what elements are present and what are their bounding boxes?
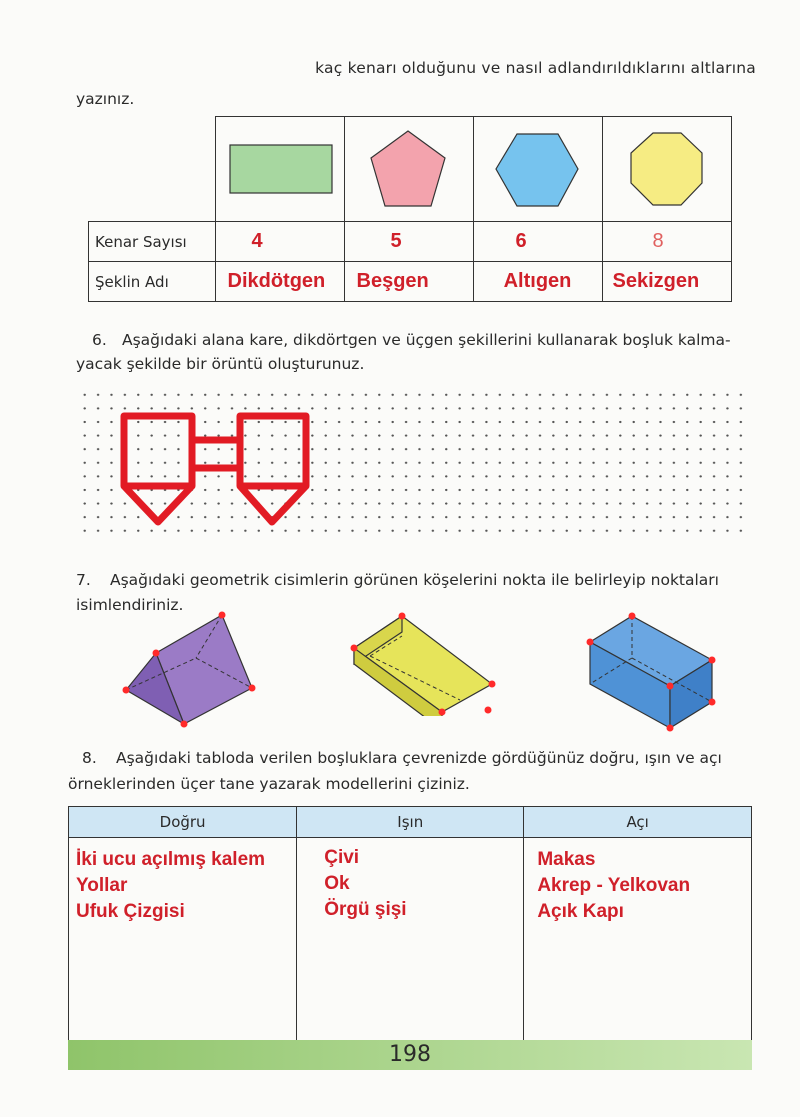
shape-name-octagon: Sekizgen	[602, 262, 731, 302]
octagon-icon	[603, 117, 731, 217]
cell-dogru	[69, 838, 297, 1042]
row-header-shape-name: Şeklin Adı	[89, 262, 216, 302]
question-6-text-line2: yacak şekilde bir örüntü oluşturunuz.	[76, 355, 365, 373]
hexagon-icon	[474, 117, 602, 217]
header-dogru: Doğru	[69, 807, 297, 838]
pattern-drawing	[118, 410, 318, 530]
line-ray-angle-table	[68, 806, 752, 1042]
ray-example-3: Örgü şişi	[324, 899, 407, 920]
question-7-text-line1: Aşağıdaki geometrik cisimlerin görünen köşelerini nokta ile belirleyip noktaları	[110, 571, 719, 589]
shape-cell-rectangle	[215, 117, 344, 222]
header-aci: Açı	[524, 807, 752, 838]
cell-isin	[297, 838, 524, 1042]
page-footer	[68, 1040, 752, 1070]
angle-example-1: Makas	[537, 849, 596, 870]
triangular-prism-icon	[118, 608, 258, 730]
header-isin: Işın	[297, 807, 524, 838]
rectangular-prism-blue-icon	[586, 612, 718, 734]
side-count-pentagon: 5	[344, 222, 473, 262]
question-5-text-line2: yazınız.	[76, 90, 135, 108]
line-example-1: İki ucu açılmış kalem	[76, 849, 266, 870]
shape-name-rectangle: Dikdötgen	[215, 262, 344, 302]
side-count-rectangle: 4	[215, 222, 344, 262]
ray-example-2: Ok	[324, 873, 350, 894]
shape-name-hexagon: Altıgen	[473, 262, 602, 302]
question-8-text-line1: Aşağıdaki tabloda verilen boşluklara çevrenizde gördüğünüz doğru, ışın ve açı	[116, 749, 722, 767]
side-count-octagon: 8	[602, 222, 731, 262]
line-example-3: Ufuk Çizgisi	[76, 901, 185, 922]
shapes-table	[88, 116, 732, 302]
question-7-text-line2: isimlendiriniz.	[76, 596, 184, 614]
page-number: 198	[389, 1042, 431, 1067]
question-8-text-line2: örneklerinden üçer tane yazarak modellerini çiziniz.	[68, 775, 470, 793]
question-6-number: 6.	[92, 331, 107, 349]
shape-cell-hexagon	[473, 117, 602, 222]
rectangular-prism-yellow-icon	[350, 612, 500, 716]
rectangle-icon	[216, 117, 344, 217]
shape-cell-pentagon	[344, 117, 473, 222]
angle-example-2: Akrep - Yelkovan	[537, 875, 691, 896]
side-count-hexagon: 6	[473, 222, 602, 262]
line-example-2: Yollar	[76, 875, 128, 896]
ray-example-1: Çivi	[324, 847, 360, 868]
shape-cell-octagon	[602, 117, 731, 222]
question-8-number: 8.	[82, 749, 97, 767]
angle-example-3: Açık Kapı	[537, 901, 624, 922]
question-5-text-line1: kaç kenarı olduğunu ve nasıl adlandırıldıklarını altlarına	[315, 59, 756, 77]
row-header-side-count: Kenar Sayısı	[89, 222, 216, 262]
question-7-number: 7.	[76, 571, 91, 589]
cell-aci	[524, 838, 752, 1042]
question-6-text-line1: Aşağıdaki alana kare, dikdörtgen ve üçgen şekillerini kullanarak boşluk kalma-	[122, 331, 731, 349]
shape-name-pentagon: Beşgen	[344, 262, 473, 302]
pentagon-icon	[345, 117, 473, 217]
